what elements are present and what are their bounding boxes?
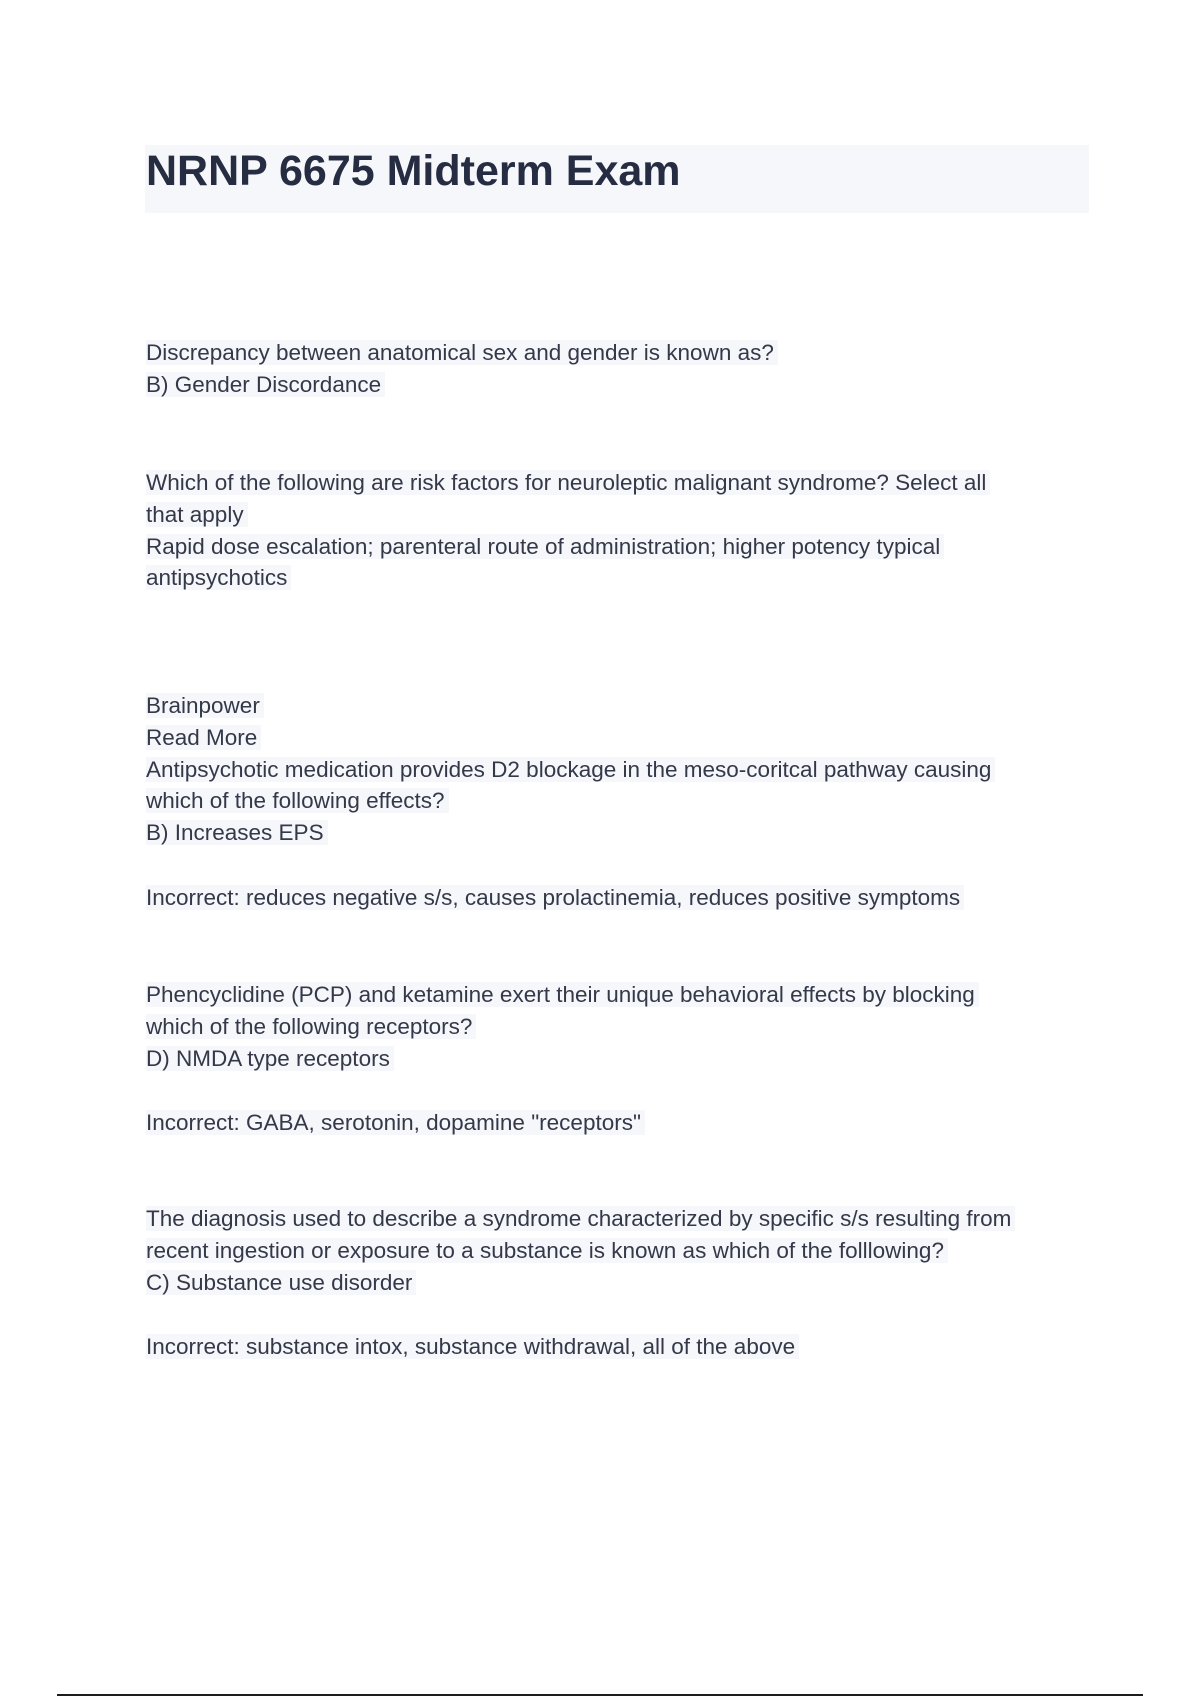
answer-line: B) Increases EPS — [146, 819, 328, 847]
question-line: Antipsychotic medication provides D2 blockage in the meso-coritcal pathway causing — [146, 756, 995, 784]
question-line: Which of the following are risk factors for neuroleptic malignant syndrome? Select all — [146, 469, 990, 497]
question-line: The diagnosis used to describe a syndrome characterized by specific s/s resulting from — [146, 1205, 1015, 1233]
answer-line: C) Substance use disorder — [146, 1269, 416, 1297]
incorrect-line: Incorrect: reduces negative s/s, causes prolactinemia, reduces positive symptoms — [146, 884, 964, 912]
note-line: Brainpower — [146, 692, 264, 720]
incorrect-line: Incorrect: substance intox, substance withdrawal, all of the above — [146, 1333, 799, 1361]
question-line: which of the following effects? — [146, 787, 449, 815]
answer-line: D) NMDA type receptors — [146, 1045, 394, 1073]
note-line: Read More — [146, 724, 261, 752]
bottom-rule — [57, 1694, 1143, 1696]
document-title: NRNP 6675 Midterm Exam — [146, 147, 681, 195]
answer-line: B) Gender Discordance — [146, 371, 385, 399]
question-line: Discrepancy between anatomical sex and gender is known as? — [146, 339, 778, 367]
answer-line: antipsychotics — [146, 564, 291, 592]
question-line: recent ingestion or exposure to a substance is known as which of the folllowing? — [146, 1237, 948, 1265]
question-line: Phencyclidine (PCP) and ketamine exert their unique behavioral effects by blocking — [146, 981, 979, 1009]
incorrect-line: Incorrect: GABA, serotonin, dopamine "receptors" — [146, 1109, 645, 1137]
answer-line: Rapid dose escalation; parenteral route of administration; higher potency typical — [146, 533, 944, 561]
question-line: which of the following receptors? — [146, 1013, 476, 1041]
question-line: that apply — [146, 501, 248, 529]
